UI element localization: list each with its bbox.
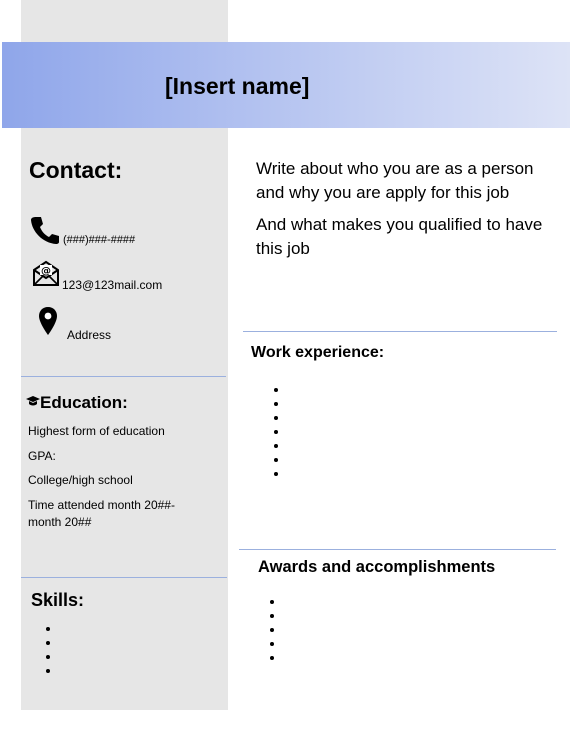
contact-heading: Contact: (29, 157, 123, 183)
awards-heading: Awards and accomplishments (258, 558, 496, 576)
work-experience-list (272, 383, 280, 481)
section-divider (243, 331, 557, 332)
address: Address (67, 328, 112, 342)
education-line: Time attended month 20##-month 20## (28, 498, 175, 529)
email-icon (32, 259, 60, 287)
svg-text:@: @ (41, 266, 51, 277)
email-address: 123@123mail.com (62, 278, 163, 292)
education-line: GPA: (28, 449, 56, 463)
bullet-item (44, 650, 52, 664)
bullet-item (268, 651, 276, 665)
bullet-item (44, 636, 52, 650)
phone-number: (###)###-#### (63, 234, 136, 246)
sidebar-divider (21, 577, 227, 578)
graduation-cap-icon (26, 396, 40, 406)
intro-paragraph: Write about who you are as a person and why you are apply for this job (256, 159, 534, 202)
bullet-item (268, 595, 276, 609)
bullet-item (272, 453, 280, 467)
bullet-item (268, 637, 276, 651)
work-experience-heading: Work experience: (251, 344, 385, 361)
education-line: College/high school (28, 473, 133, 487)
awards-list (268, 595, 276, 665)
bullet-item (272, 383, 280, 397)
location-pin-icon (38, 306, 58, 336)
education-line: Highest form of education (28, 424, 165, 438)
skills-heading: Skills: (31, 590, 85, 610)
bullet-item (44, 622, 52, 636)
section-divider (239, 549, 556, 550)
bullet-item (272, 425, 280, 439)
bullet-item (272, 467, 280, 481)
bullet-item (272, 397, 280, 411)
education-heading: Education: (40, 393, 128, 412)
candidate-name: [Insert name] (165, 73, 310, 99)
intro-paragraph-qualifications: And what makes you qualified to have this job (256, 215, 543, 258)
phone-icon (30, 215, 60, 245)
skills-list (44, 622, 52, 678)
bullet-item (272, 439, 280, 453)
bullet-item (268, 623, 276, 637)
sidebar-divider (21, 376, 226, 377)
bullet-item (268, 609, 276, 623)
bullet-item (272, 411, 280, 425)
bullet-item (44, 664, 52, 678)
